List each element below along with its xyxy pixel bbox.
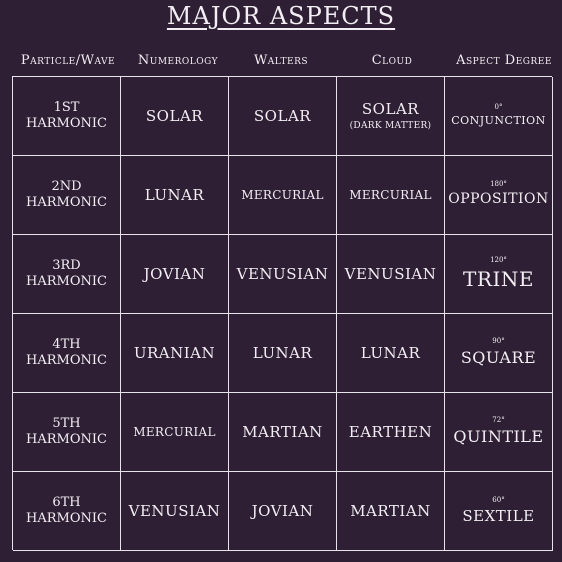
cloud-cell: EARTHEN	[337, 393, 445, 472]
aspect-degree: 180°	[490, 180, 507, 189]
aspect-name: CONJUNCTION	[451, 114, 546, 128]
harmonic-ordinal: 3RD	[52, 257, 81, 273]
harmonic-label: HARMONIC	[26, 195, 107, 210]
header-numerology: Numerology	[137, 53, 219, 68]
numerology-cell: VENUSIAN	[121, 472, 229, 551]
aspect-degree: 72°	[492, 416, 505, 424]
aspect-name: QUINTILE	[453, 427, 544, 446]
header-walters: Walters	[253, 53, 309, 68]
aspect-cell	[445, 314, 553, 393]
aspect-cell	[445, 393, 553, 472]
page-title: MAJOR ASPECTS	[166, 2, 396, 30]
harmonic-ordinal: 5TH	[52, 415, 81, 431]
harmonic-label: HARMONIC	[26, 353, 107, 368]
cloud-cell: VENUSIAN	[337, 235, 445, 314]
numerology-cell: JOVIAN	[121, 235, 229, 314]
cloud-subtext: (DARK MATTER)	[349, 120, 432, 131]
aspect-degree: 90°	[492, 337, 505, 345]
cloud-cell	[337, 77, 445, 156]
walters-cell: MARTIAN	[229, 393, 337, 472]
harmonic-label: HARMONIC	[26, 116, 107, 131]
aspect-name: SQUARE	[460, 348, 537, 367]
cloud-value: SOLAR	[361, 100, 420, 118]
aspect-degree: 120°	[490, 255, 507, 264]
aspect-cell	[445, 156, 553, 235]
header-cloud: Cloud	[371, 53, 413, 68]
cloud-cell: MERCURIAL	[337, 156, 445, 235]
walters-cell: SOLAR	[229, 77, 337, 156]
column-headers	[0, 53, 562, 73]
numerology-cell: URANIAN	[121, 314, 229, 393]
walters-cell: LUNAR	[229, 314, 337, 393]
aspect-cell	[445, 77, 553, 156]
walters-cell: MERCURIAL	[229, 156, 337, 235]
aspect-name: SEXTILE	[462, 506, 535, 525]
walters-cell: JOVIAN	[229, 472, 337, 551]
harmonic-cell	[13, 156, 121, 235]
harmonic-cell	[13, 472, 121, 551]
harmonic-cell	[13, 393, 121, 472]
aspect-degree: 60°	[492, 495, 505, 504]
aspect-degree: 0°	[494, 103, 503, 112]
header-particle-wave: Particle/Wave	[20, 53, 116, 68]
cloud-cell: LUNAR	[337, 314, 445, 393]
aspect-cell	[445, 472, 553, 551]
harmonic-cell	[13, 314, 121, 393]
aspects-table	[12, 76, 552, 550]
aspect-name: TRINE	[463, 266, 534, 291]
harmonic-ordinal: 4TH	[52, 336, 81, 352]
harmonic-cell	[13, 235, 121, 314]
cloud-cell: MARTIAN	[337, 472, 445, 551]
harmonic-ordinal: 1ST	[53, 99, 80, 115]
aspect-name: OPPOSITION	[448, 191, 549, 208]
numerology-cell: SOLAR	[121, 77, 229, 156]
harmonic-label: HARMONIC	[26, 274, 107, 289]
harmonic-label: HARMONIC	[26, 432, 107, 447]
harmonic-cell	[13, 77, 121, 156]
header-aspect-degree: Aspect Degree	[456, 53, 552, 68]
aspect-cell	[445, 235, 553, 314]
walters-cell: VENUSIAN	[229, 235, 337, 314]
harmonic-label: HARMONIC	[26, 511, 107, 526]
numerology-cell: LUNAR	[121, 156, 229, 235]
harmonic-ordinal: 2ND	[51, 178, 82, 194]
harmonic-ordinal: 6TH	[52, 494, 81, 510]
numerology-cell: MERCURIAL	[121, 393, 229, 472]
